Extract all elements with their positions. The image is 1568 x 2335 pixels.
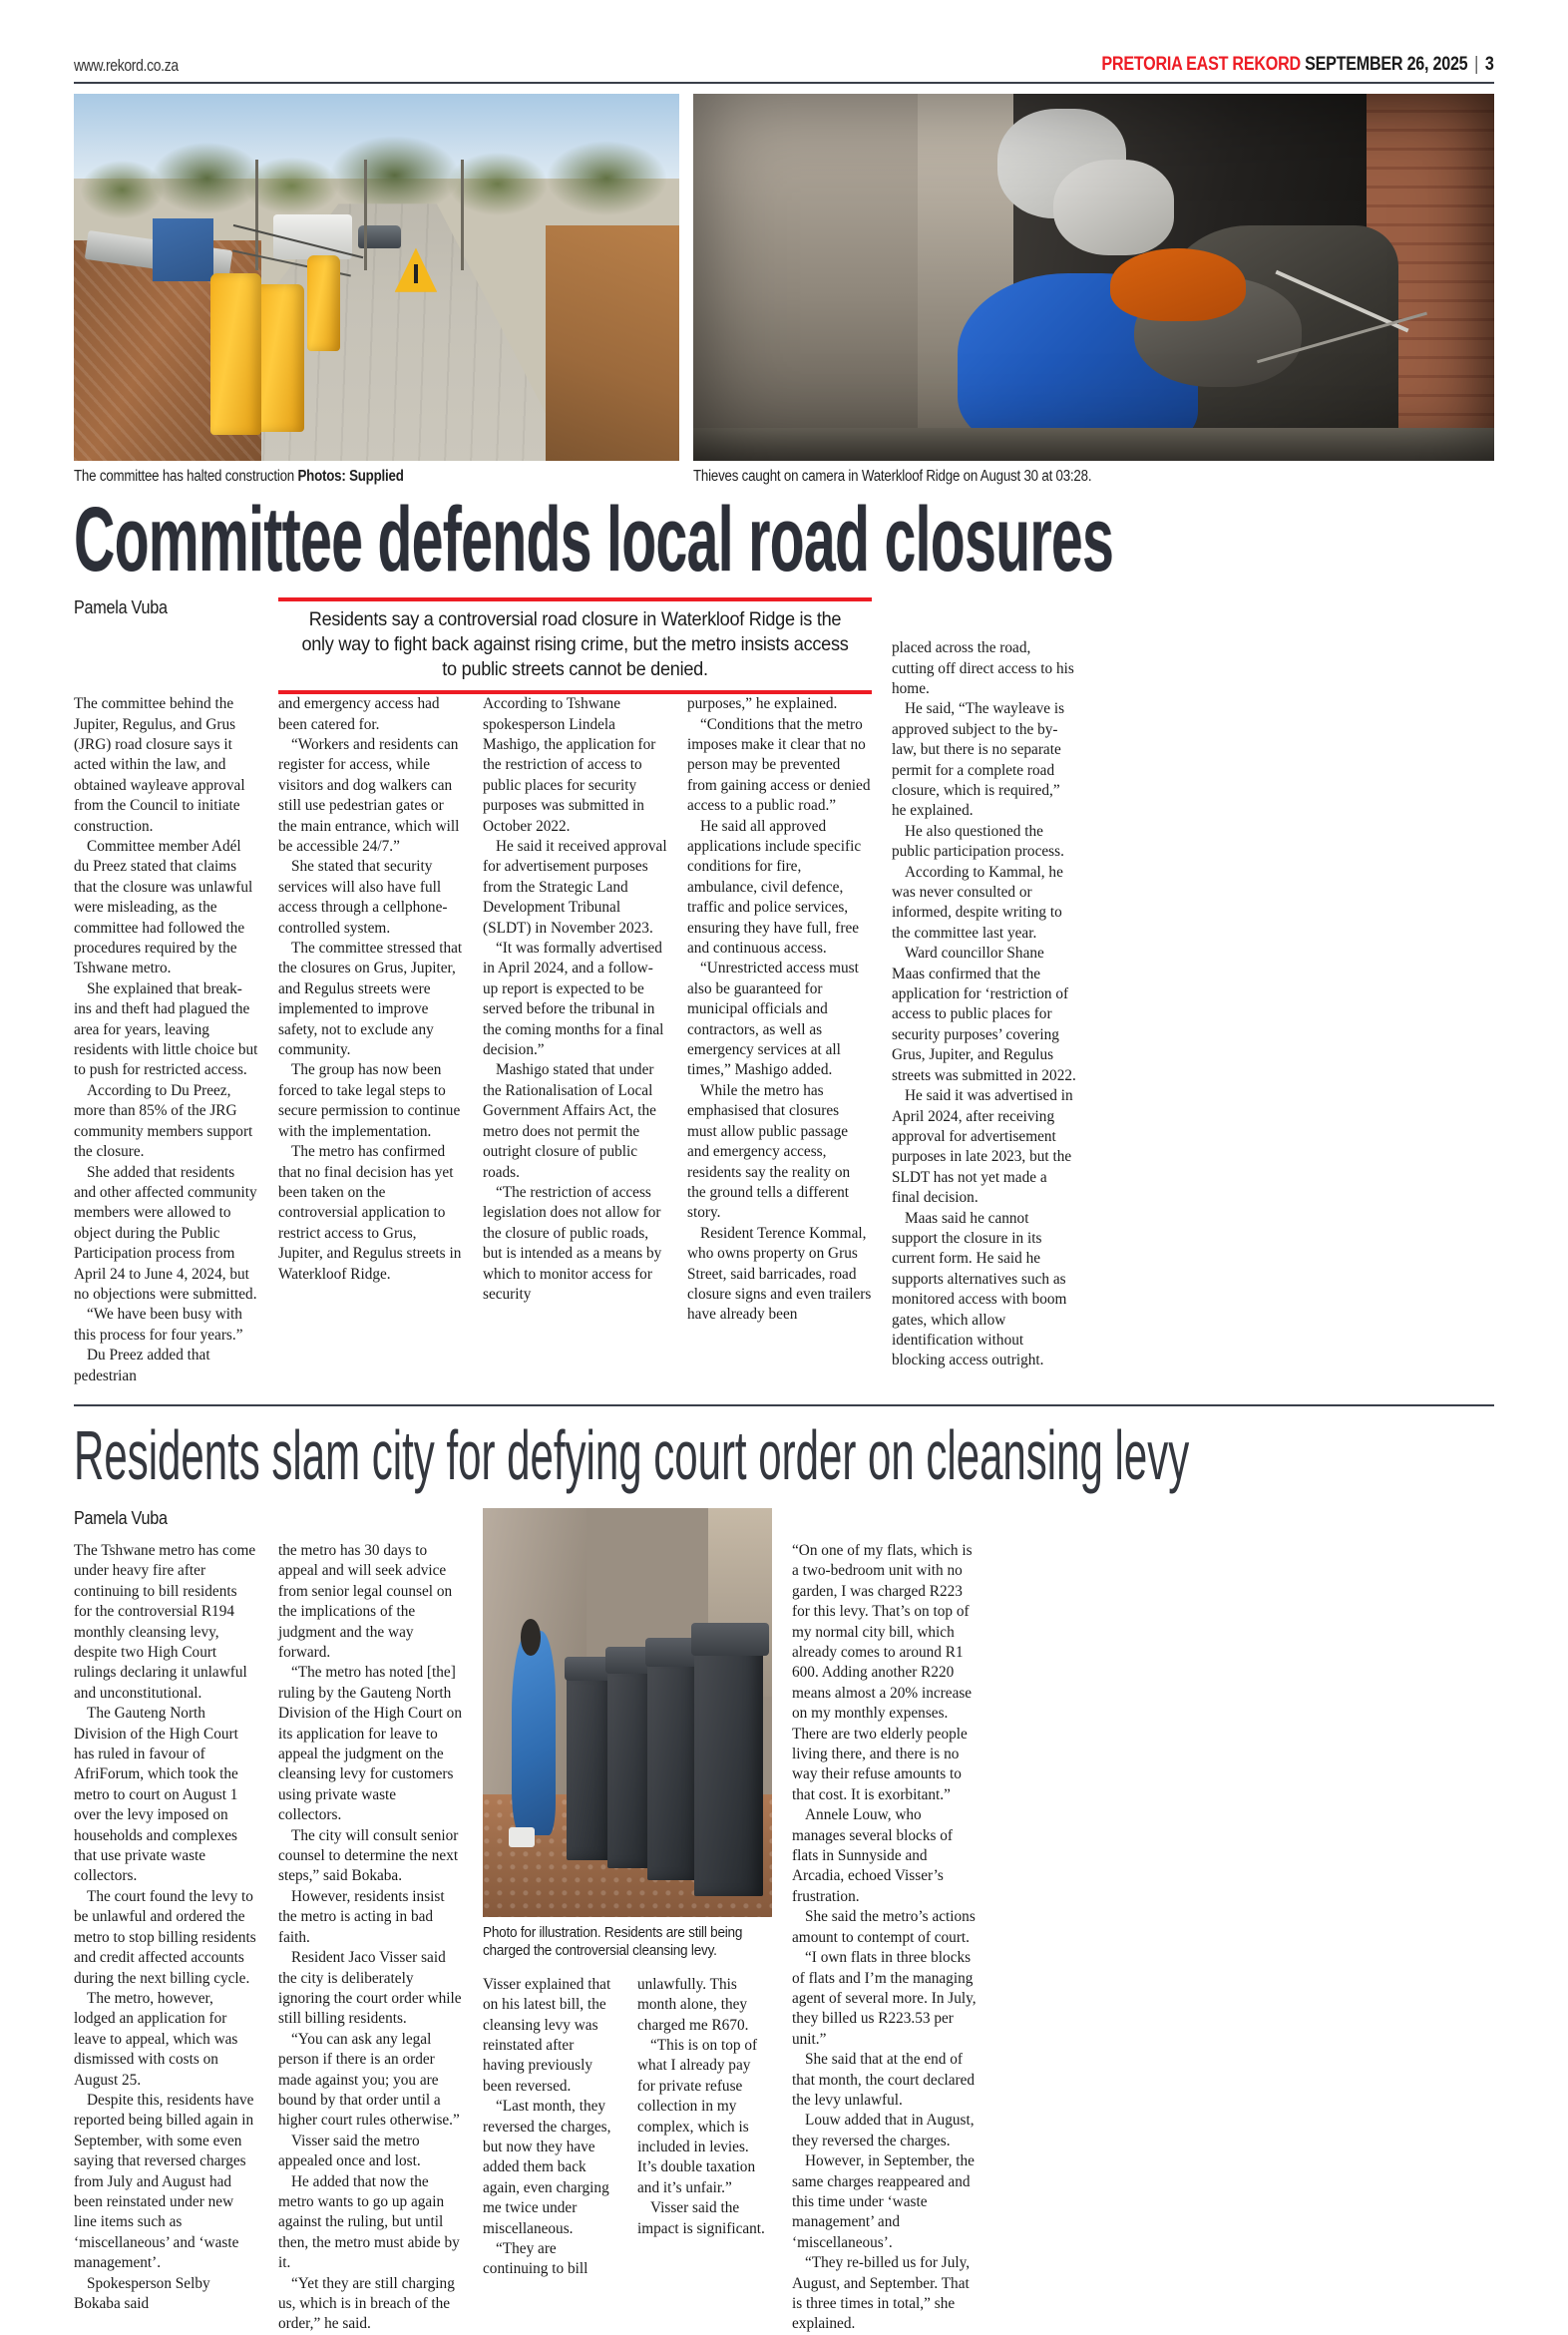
body-paragraph: The Gauteng North Division of the High Court has ruled in favour of AfriForum, which took the metro to court on August 1 over the levy imposed on households and complexes that use private waste collectors. xyxy=(74,1705,238,1885)
body-paragraph: “They re-billed us for July, August, and September. That is three times in total,” she explained. xyxy=(792,2254,971,2333)
article1-headline: Committee defends local road closures xyxy=(74,489,1114,590)
article2-col1-body xyxy=(74,1541,258,2314)
article2-column-1 xyxy=(74,1508,258,2335)
body-paragraph: Annele Louw, who manages several blocks of flats in Sunnyside and Arcadia, echoed Visser’s frustration. xyxy=(792,1806,953,1905)
body-paragraph: “Yet they are still charging us, which is in breach of the order,” he said. xyxy=(278,2274,455,2333)
masthead xyxy=(74,0,1494,82)
body-paragraph: Mashigo stated that under the Rationalisation of Local Government Affairs Act, the metro does not permit the outright closure of public roads. xyxy=(483,1061,656,1181)
body-paragraph: She explained that break-ins and theft had plagued the area for years, leaving residents with little choice but to push for restricted access. xyxy=(74,979,258,1079)
body-paragraph: “We have been busy with this process for four years.” xyxy=(74,1306,243,1344)
publication-name: PRETORIA EAST REKORD xyxy=(1101,54,1302,75)
body-paragraph: She stated that security services will also have full access through a cellphone-controlled system. xyxy=(278,858,448,937)
body-paragraph: Despite this, residents have reported being billed again in September, with some even saying that reversed charges from July and August had been reinstated under new line items such as ‘miscellaneous’ and ‘waste management’. xyxy=(74,2091,254,2272)
body-paragraph: “Workers and residents can register for access, while visitors and dog walkers can still use pedestrian gates or the main entrance, which will be accessible 24/7.” xyxy=(278,735,460,856)
body-paragraph: The metro, however, lodged an application for leave to appeal, which was dismissed with costs on August 25. xyxy=(74,1989,238,2089)
article1-col2-body xyxy=(278,694,463,1285)
article2-col3-body xyxy=(483,1975,617,2280)
masthead-separator: | xyxy=(1474,54,1479,75)
body-paragraph: Visser said the metro appealed once and lost. xyxy=(278,2132,421,2170)
article-cleansing-levy xyxy=(74,1415,1494,2335)
article2-col2-body xyxy=(278,1541,463,2335)
body-paragraph: “This is on top of what I already pay for private refuse collection in my complex, which is included in levies. It’s double taxation and it’s unfair.” xyxy=(637,2036,758,2196)
body-paragraph: Louw added that in August, they reversed the charges. xyxy=(792,2112,975,2149)
article1-standfirst xyxy=(278,597,872,694)
body-paragraph: and emergency access had been catered for. xyxy=(278,695,440,733)
body-paragraph: Ward councillor Shane Maas confirmed that the application for ‘restriction of access to public places for security purposes’ covering Grus, Jupiter, and Regulus streets was submitted in 2022. xyxy=(892,945,1076,1084)
body-paragraph: The city will consult senior counsel to determine the next steps,” said Bokaba. xyxy=(278,1826,459,1885)
masthead-info xyxy=(1102,54,1494,76)
body-paragraph: The committee behind the Jupiter, Regulus, and Grus (JRG) road closure says it acted within the law, and obtained wayleave approval from the Council to initiate construction. xyxy=(74,695,245,835)
body-paragraph: “Conditions that the metro imposes make it clear that no person may be prevented from gaining access or denied access to a public road.” xyxy=(687,715,871,815)
body-paragraph: “You can ask any legal person if there is an order made against you; you are bound by that order until a higher court rules otherwise.” xyxy=(278,2030,460,2130)
body-paragraph: purposes,” he explained. xyxy=(687,695,838,713)
article1-column-2 xyxy=(278,638,463,1386)
article1-byline: Pamela Vuba xyxy=(74,597,168,618)
wheelie-bins-photo xyxy=(483,1508,772,1917)
body-paragraph: unlawfully. This month alone, they charged me R670. xyxy=(637,1975,749,2034)
body-paragraph: “Unrestricted access must also be guaranteed for municipal officials and contractors, as well as emergency services at all times,” Mashigo added. xyxy=(687,960,859,1079)
body-paragraph: He said it was advertised in April 2024, after receiving approval for advertisement purposes in late 2023, but the SLDT has not yet made a final decision. xyxy=(892,1087,1073,1207)
body-paragraph: She added that residents and other affected community members were allowed to object during the Public Participation process from April 24 to June 4, 2024, but no objections were submitted. xyxy=(74,1163,257,1303)
body-paragraph: According to Du Preez, more than 85% of the JRG community members support the closure. xyxy=(74,1081,253,1161)
body-paragraph: Committee member Adél du Preez stated that claims that the closure was unlawful were misleading, as the committee had followed the procedures required by the Tshwane metro. xyxy=(74,838,253,977)
body-paragraph: Visser said the impact is significant. xyxy=(637,2199,765,2237)
article1-column-5 xyxy=(892,638,1076,1386)
article2-col4-body xyxy=(637,1975,772,2239)
article2-under-photo-columns xyxy=(483,1975,772,2280)
standfirst-rule-top xyxy=(278,597,872,601)
body-paragraph: He said all approved applications include specific conditions for fire, ambulance, civil defence, traffic and police services, ensuring they have full, free and continuous access. xyxy=(687,817,862,958)
caption-wheelie-bins: Photo for illustration. Residents are still being charged the controversial cleansing levy. xyxy=(483,1924,743,1960)
body-paragraph: He also questioned the public participation process. xyxy=(892,822,1064,861)
body-paragraph: Resident Terence Kommal, who owns property on Grus Street, said barricades, road closure signs and even trailers have already been xyxy=(687,1224,872,1324)
article2-column-2 xyxy=(278,1508,463,2335)
body-paragraph: “They are continuing to bill xyxy=(483,2240,588,2278)
body-paragraph: The court found the levy to be unlawful and ordered the metro to stop billing residents and credit affected accounts during the next billing cycle. xyxy=(74,1887,256,1987)
article1-photo-row xyxy=(74,94,1494,461)
body-paragraph: Du Preez added that pedestrian xyxy=(74,1347,210,1384)
body-paragraph: Visser explained that on his latest bill, the cleansing levy was reinstated after having previously been reversed. xyxy=(483,1975,611,2095)
body-paragraph: According to Tshwane spokesperson Lindela Mashigo, the application for the restriction of access to public places for security purposes was submitted in October 2022. xyxy=(483,695,656,835)
article2-column-3 xyxy=(483,1975,617,2280)
article1-column-4 xyxy=(687,638,872,1386)
body-paragraph: He added that now the metro wants to go up again against the ruling, but until then, the metro must abide by it. xyxy=(278,2172,460,2272)
caption-credit: Photos: Supplied xyxy=(297,468,404,485)
article2-column-4 xyxy=(637,1975,772,2280)
body-paragraph: “It was formally advertised in April 2024, and a follow-up report is expected to be served before the tribunal in the coming months for a final decision.” xyxy=(483,940,664,1059)
body-paragraph: “Last month, they reversed the charges, but now they have added them back again, even charging me twice under miscellaneous. xyxy=(483,2098,611,2237)
caption-text: The committee has halted construction xyxy=(74,468,298,485)
article2-byline: Pamela Vuba xyxy=(74,1507,168,1528)
caption-text: Thieves caught on camera in Waterkloof Ridge on August 30 at 03:28. xyxy=(693,468,1092,485)
body-paragraph: The group has now been forced to take legal steps to secure permission to continue with the implementation. xyxy=(278,1061,461,1140)
body-paragraph: He said, “The wayleave is approved subject to the by-law, but there is no separate permit for a complete road closure, which is required,” he explained. xyxy=(892,700,1065,820)
article1-columns xyxy=(74,638,1494,1386)
body-paragraph: However, in September, the same charges reappeared and this time under ‘waste management’ and ‘miscellaneous’. xyxy=(792,2152,975,2251)
article-divider-rule xyxy=(74,1404,1494,1406)
caption-cctv-thieves xyxy=(693,468,1382,486)
body-paragraph: The committee stressed that the closures on Grus, Jupiter, and Regulus streets were implemented to improve safety, not to exclude any community. xyxy=(278,940,463,1059)
publication-date: SEPTEMBER 26, 2025 xyxy=(1305,54,1468,75)
body-paragraph: Maas said he cannot support the closure in its current form. He said he supports alternatives such as monitored access with boom gates, which allow identification without blocking access outright. xyxy=(892,1209,1067,1369)
article1-col4-body xyxy=(687,694,872,1326)
article1-captions xyxy=(74,468,1494,486)
body-paragraph: According to Kammal, he was never consulted or informed, despite writing to the committee last year. xyxy=(892,863,1063,942)
article2-headline: Residents slam city for defying court order on cleansing levy xyxy=(74,1415,1190,1494)
body-paragraph: The metro has confirmed that no final decision has yet been taken on the controversial application to restrict access to Grus, Jupiter, and Regulus streets in Waterkloof Ridge. xyxy=(278,1143,462,1283)
caption-road-construction xyxy=(74,468,594,486)
body-paragraph: placed across the road, cutting off direct access to his home. xyxy=(892,639,1074,697)
cctv-thieves-photo xyxy=(693,94,1494,461)
masthead-rule xyxy=(74,82,1494,84)
body-paragraph: “The restriction of access legislation does not allow for the closure of public roads, but is intended as a means by which to monitor access for security xyxy=(483,1183,662,1303)
article2-column-5 xyxy=(792,1508,977,2335)
article1-col5-body xyxy=(892,638,1076,1371)
body-paragraph: Spokesperson Selby Bokaba said xyxy=(74,2274,210,2313)
body-paragraph: “On one of my flats, which is a two-bedroom unit with no garden, I was charged R223 for this levy. That’s on top of my normal city bill, which already comes to around R1 600. Adding another R220 means almost a 20% increase on my monthly expenses. There are two elderly people living there, and there is no way their refuse amounts to that cost. It is exorbitant.” xyxy=(792,1541,973,1803)
article2-col5-body xyxy=(792,1541,977,2335)
body-paragraph: However, residents insist the metro is acting in bad faith. xyxy=(278,1887,445,1946)
body-paragraph: “The metro has noted [the] ruling by the Gauteng North Division of the High Court on its application for leave to appeal the judgment on the cleansing levy for customers using private waste collectors. xyxy=(278,1664,462,1824)
road-construction-photo xyxy=(74,94,679,461)
article2-photo-block xyxy=(483,1508,772,2335)
body-paragraph: The Tshwane metro has come under heavy fire after continuing to bill residents for the controversial R194 monthly cleansing levy, despite two High Court rulings declaring it unlawful and unconstitutional. xyxy=(74,1541,256,1702)
article1-col3-body xyxy=(483,694,667,1305)
article-road-closures xyxy=(74,94,1494,1386)
body-paragraph: “I own flats in three blocks of flats and I’m the managing agent of several more. In July, they billed us R223.53 per unit.” xyxy=(792,1949,977,2048)
standfirst-text: Residents say a controversial road closure in Waterkloof Ridge is the only way to fight back against rising crime, but the metro insists access to public streets cannot be denied. xyxy=(301,608,849,681)
body-paragraph: He said it received approval for advertisement purposes from the Strategic Land Development Tribunal (SLDT) in November 2023. xyxy=(483,838,667,937)
article1-column-3 xyxy=(483,638,667,1386)
body-paragraph: the metro has 30 days to appeal and will seek advice from senior legal counsel on the implications of the judgment and the way forward. xyxy=(278,1541,453,1662)
article2-columns xyxy=(74,1508,1494,2335)
body-paragraph: She said that at the end of that month, the court declared the levy unlawful. xyxy=(792,2051,976,2109)
website-url[interactable]: www.rekord.co.za xyxy=(74,56,179,75)
body-paragraph: While the metro has emphasised that closures must allow public passage and emergency access, residents say the reality on the ground tells a different story. xyxy=(687,1081,851,1222)
body-paragraph: Resident Jaco Visser said the city is deliberately ignoring the court order while still billing residents. xyxy=(278,1949,462,2028)
article1-col1-body xyxy=(74,694,258,1386)
body-paragraph: She said the metro’s actions amount to contempt of court. xyxy=(792,1908,976,1946)
article1-column-1 xyxy=(74,638,258,1386)
page-number: 3 xyxy=(1485,54,1494,75)
